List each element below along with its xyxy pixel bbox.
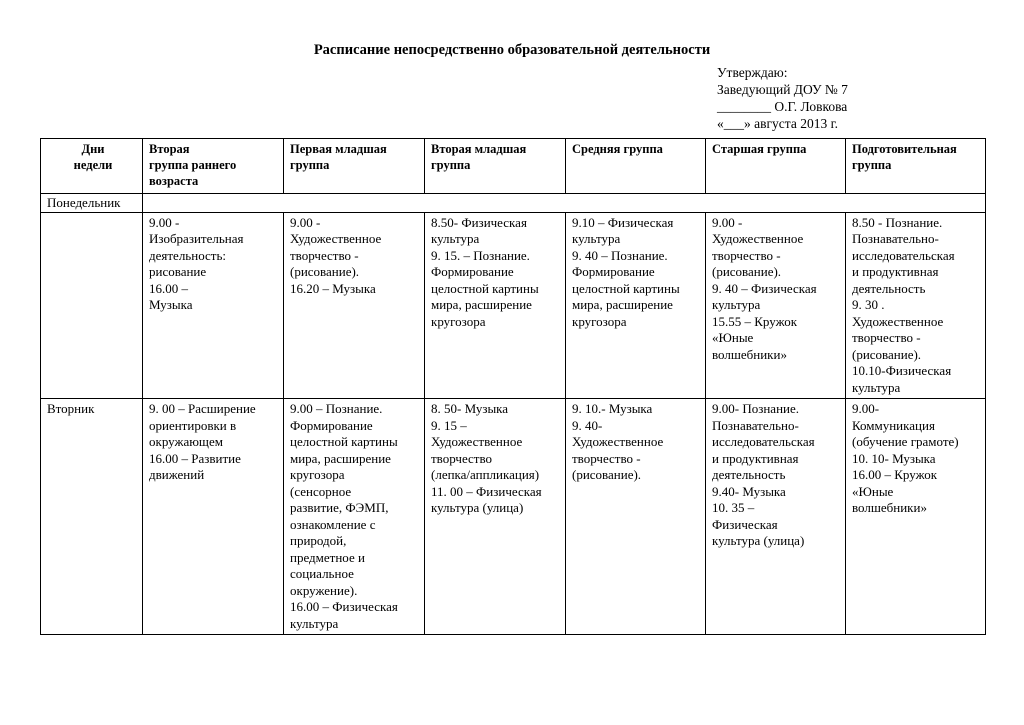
page-title: Расписание непосредственно образовательной деятельности — [313, 42, 711, 58]
approval-block — [717, 64, 848, 132]
approval-line-1: Утверждаю: — [717, 65, 788, 80]
day-tuesday: Вторник — [41, 399, 143, 635]
monday-junior-2: 8.50- Физическая культура 9. 15. – Познание. Формирование целостной картины мира, расширение кругозора — [425, 212, 566, 399]
header-group-middle: Средняя группа — [566, 139, 706, 194]
monday-spacer — [143, 194, 986, 213]
tuesday-preparatory: 9.00- Коммуникация (обучение грамоте) 10. 10- Музыка 16.00 – Кружок «Юные волшебники» — [846, 399, 986, 635]
approval-line-4: «___» августа 2013 г. — [717, 116, 838, 131]
monday-junior-1: 9.00 - Художественное творчество - (рисование). 16.20 – Музыка — [284, 212, 425, 399]
tuesday-early-age-2: 9. 00 – Расширение ориентировки в окружающем 16.00 – Развитие движений — [143, 399, 284, 635]
schedule-table — [40, 138, 986, 635]
tuesday-row — [41, 399, 986, 635]
monday-early-age-2: 9.00 - Изобразительная деятельность: рисование 16.00 – Музыка — [143, 212, 284, 399]
approval-line-2: Заведующий ДОУ № 7 — [717, 82, 848, 97]
header-group-early-age-2: Вторая группа раннего возраста — [143, 139, 284, 194]
monday-preparatory: 8.50 - Познание. Познавательно- исследовательская и продуктивная деятельность 9. 30 . Художественное творчество - (рисование). 10.10-Физическая культура — [846, 212, 986, 399]
monday-senior: 9.00 - Художественное творчество - (рисование). 9. 40 – Физическая культура 15.55 – Кружок «Юные волшебники» — [706, 212, 846, 399]
header-group-preparatory: Подготовительная группа — [846, 139, 986, 194]
monday-day-cell — [41, 212, 143, 399]
day-monday: Понедельник — [41, 194, 143, 213]
monday-row — [41, 212, 986, 399]
tuesday-senior: 9.00- Познание. Познавательно- исследовательская и продуктивная деятельность 9.40- Музыка 10. 35 – Физическая культура (улица) — [706, 399, 846, 635]
header-days: Дни недели — [41, 139, 143, 194]
tuesday-middle: 9. 10.- Музыка 9. 40- Художественное творчество - (рисование). — [566, 399, 706, 635]
header-group-junior-2: Вторая младшая группа — [425, 139, 566, 194]
header-group-senior: Старшая группа — [706, 139, 846, 194]
tuesday-junior-2: 8. 50- Музыка 9. 15 – Художественное творчество (лепка/аппликация) 11. 00 – Физическая культура (улица) — [425, 399, 566, 635]
monday-label-row — [41, 194, 986, 213]
header-group-junior-1: Первая младшая группа — [284, 139, 425, 194]
tuesday-junior-1: 9.00 – Познание. Формирование целостной картины мира, расширение кругозора (сенсорное развитие, ФЭМП, ознакомление с природой, предметное и социальное окружение). 16.00 – Физическая культура — [284, 399, 425, 635]
header-row — [41, 139, 986, 194]
monday-middle: 9.10 – Физическая культура 9. 40 – Познание. Формирование целостной картины мира, расширение кругозора — [566, 212, 706, 399]
approval-line-3: ________ О.Г. Ловкова — [717, 99, 848, 114]
